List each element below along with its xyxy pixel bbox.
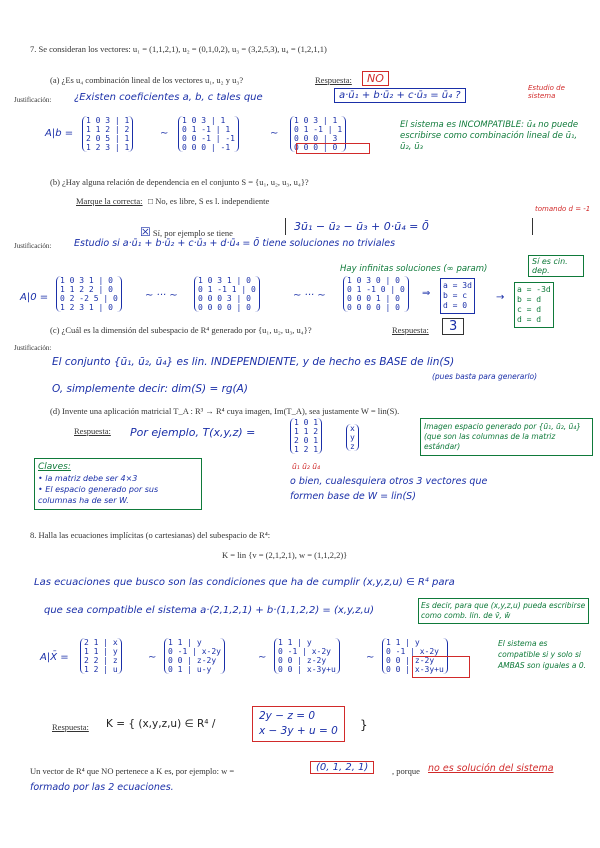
q7d-claves-title: Claves: <box>38 462 71 472</box>
q7a-question: (a) ¿Es u₄ combinación lineal de los vectores u₁, u₂ y u₃? <box>50 75 244 85</box>
q8-hand-1: Las ecuaciones que busco son las condiciones que ha de cumplir (x,y,z,u) ∈ R⁴ para <box>34 577 455 588</box>
q8-eq-2: x − 3y + u = 0 <box>259 725 338 737</box>
q7a-matrix-label: A|b = <box>45 128 74 139</box>
q7b-relation: 3ū₁ − ū₂ − ū₃ + 0·ū₄ = 0̄ <box>285 218 533 235</box>
q8-eq-1: 2y − z = 0 <box>259 710 316 722</box>
q8-respuesta-k: K = { (x,y,z,u) ∈ R⁴ / <box>106 718 216 730</box>
q7b-solution-2: a = -3d b = d c = d d = d <box>514 282 554 328</box>
q8-bottom-vector: (0, 1, 2, 1) <box>310 761 374 774</box>
q7c-answer: 3 <box>442 318 464 335</box>
arrow-icon: ∼ <box>148 652 157 663</box>
q7a-matrix-2: 1 0 3 | 1 0 1 -1 | 1 0 0 -1 | -1 0 0 0 | -1 <box>178 116 239 152</box>
arrow-icon: ∼ <box>270 128 279 139</box>
q7b-marque: Marque la correcta: <box>76 196 143 206</box>
q8-brace-close: } <box>360 718 368 732</box>
q7b-tomando-note: tomando d = -1 <box>535 205 591 213</box>
q7b-solution: a = 3d b = c d = 0 <box>440 278 475 314</box>
q7d-green-box: Imagen espacio generado por {ū₁, ū₂, ū₄} (que son las columnas de la matriz estándar) <box>420 418 593 456</box>
q8-highlight-rows <box>412 656 470 678</box>
arrow-icon: ∼ <box>160 128 169 139</box>
q8-green-note: Es decir, para que (x,y,z,u) pueda escribirse como comb. lin. de v̄, w̄ <box>418 598 589 624</box>
arrow-icon: ⇒ <box>422 288 431 299</box>
q8-matrix-label: A|X̄ = <box>40 652 69 663</box>
q7a-justificacion-label: Justificación: <box>14 96 52 104</box>
arrow-icon: → <box>496 292 505 303</box>
q7d-vector: x y z <box>346 424 359 451</box>
q7b-option-no[interactable]: □ No, es libre, S es l. independiente <box>148 196 270 206</box>
arrow-icon: ∼ <box>366 652 375 663</box>
q8-hand-2: que sea compatible el sistema a·(2,1,2,1) + b·(1,1,2,2) = (x,y,z,u) <box>44 605 374 616</box>
q7a-respuesta-label: Respuesta: <box>315 75 352 85</box>
q8-respuesta-label: Respuesta: <box>52 722 89 732</box>
q8-side-note: El sistema es compatible si y solo si AMBAS son iguales a 0. <box>498 639 586 670</box>
q8-bottom-porque: , porque <box>392 766 420 776</box>
q7b-justificacion-hand: Estudio si a·ū₁ + b·ū₂ + c·ū₃ + d·ū₄ = 0̄ tiene soluciones no triviales <box>74 238 396 249</box>
q8-matrix-1: 2 1 | x 1 1 | y 2 2 | z 1 2 | u <box>80 638 122 674</box>
q7b-matrix-1: 1 0 3 1 | 0 1 1 2 2 | 0 0 2 -2 5 | 0 1 2 3 1 | 0 <box>56 276 122 312</box>
q7a-matrix-1: 1 0 3 | 1 1 1 2 | 2 2 0 5 | 1 1 2 3 | 1 <box>82 116 133 152</box>
arrow-icon: ∼ ··· ∼ <box>293 290 326 301</box>
q8-bottom-line2: formado por las 2 ecuaciones. <box>30 782 174 793</box>
q8-matrix-2: 1 1 | y 0 -1 | x-2y 0 0 | z-2y 0 1 | u-y <box>164 638 225 674</box>
q7c-respuesta-label: Respuesta: <box>392 325 429 335</box>
q7b-option-si[interactable]: ☒ Sí, por ejemplo se tiene <box>140 225 233 239</box>
q8-intro: 8. Halla las ecuaciones implícitas (o cartesianas) del subespacio de R⁴: <box>30 530 271 540</box>
q7d-matrix: 1 0 1 1 1 2 2 0 1 1 2 1 <box>290 418 322 454</box>
q7b-matrix-label: A|0 = <box>20 292 49 303</box>
q7b-justificacion-label: Justificación: <box>14 242 52 250</box>
q7c-hand-1: El conjunto {ū₁, ū₂, ū₄} es lin. INDEPENDIENTE, y de hecho es BASE de lin(S) <box>52 356 455 368</box>
q7b-question: (b) ¿Hay alguna relación de dependencia en el conjunto S = {u₁, u₂, u₃, u₄}? <box>50 177 309 187</box>
q7a-justificacion-hand: ¿Existen coeficientes a, b, c tales que <box>74 92 263 103</box>
q7a-estudio-note: Estudio de sistema <box>528 84 565 100</box>
q7d-respuesta-label: Respuesta: <box>74 426 111 436</box>
q7b-matrix-3: 1 0 3 0 | 0 0 1 -1 0 | 0 0 0 0 1 | 0 0 0 0 0 | 0 <box>343 276 409 312</box>
q7a-matrix-3: 1 0 3 | 1 0 1 -1 | 1 0 0 0 | 3 0 0 0 | 0 <box>290 116 346 152</box>
q7d-claves-2: • El espacio generado por sus columnas ha de ser W. <box>38 485 159 505</box>
q7c-hand-2: (pues basta para generarlo) <box>432 372 538 381</box>
q7a-answer: NO <box>362 71 389 86</box>
q7a-note: El sistema es INCOMPATIBLE: ū₄ no puede escribirse como combinación lineal de ū₁, ū₂, ū₃ <box>400 120 579 152</box>
q7b-matrix-2: 1 0 3 1 | 0 0 1 -1 1 | 0 0 0 0 3 | 0 0 0 0 0 | 0 <box>194 276 260 312</box>
q7d-other: o bien, cualesquiera otros 3 vectores que formen base de W = lin(S) <box>290 476 488 502</box>
q7d-column-labels: ū₁ ū₂ ū₄ <box>292 462 321 471</box>
arrow-icon: ∼ ··· ∼ <box>145 290 178 301</box>
q8-bottom-text: Un vector de R⁴ que NO pertenece a K es, por ejemplo: w = <box>30 766 235 776</box>
q7d-claves-box <box>34 458 202 510</box>
q7a-highlight-row <box>296 143 370 154</box>
q7c-justificacion-label: Justificación: <box>14 344 52 352</box>
q7d-question: (d) Invente una aplicación matricial T_A : R³ → R⁴ cuya imagen, Im(T_A), sea justamente W = lin(S). <box>50 406 400 416</box>
q7-intro: 7. Se consideran los vectores: u₁ = (1,1,2,1), u₂ = (0,1,0,2), u₃ = (3,2,5,3), u₄ = (1,2,1,1) <box>30 44 327 54</box>
q7d-claves-1: • la matriz debe ser 4×3 <box>38 474 138 483</box>
q8-matrix-4: 1 1 | y 0 -1 | x-2y 0 0 | z-2y 0 0 | x-3y+u <box>382 638 448 674</box>
q8-k-def: K = lin {v = (2,1,2,1), w = (1,1,2,2)} <box>222 550 348 560</box>
q7d-hand: Por ejemplo, T(x,y,z) = <box>130 426 256 439</box>
q7a-equation: a·ū₁ + b·ū₂ + c·ū₃ = ū₄ ? <box>334 88 466 103</box>
q7c-question: (c) ¿Cuál es la dimensión del subespacio de R⁴ generado por {u₁, u₂, u₃, u₄}? <box>50 325 312 335</box>
q7c-hand-3: O, simplemente decir: dim(S) = rg(A) <box>52 383 248 395</box>
q8-equations-box <box>252 706 345 742</box>
q7b-si-cindep: Sí es cin. dep. <box>528 255 584 277</box>
arrow-icon: ∼ <box>258 652 267 663</box>
q8-bottom-reason: no es solución del sistema <box>428 763 554 774</box>
q8-matrix-3: 1 1 | y 0 -1 | x-2y 0 0 | z-2y 0 0 | x-3y+u <box>274 638 340 674</box>
q7b-hay-note: Hay infinitas soluciones (∞ param) <box>340 264 488 274</box>
